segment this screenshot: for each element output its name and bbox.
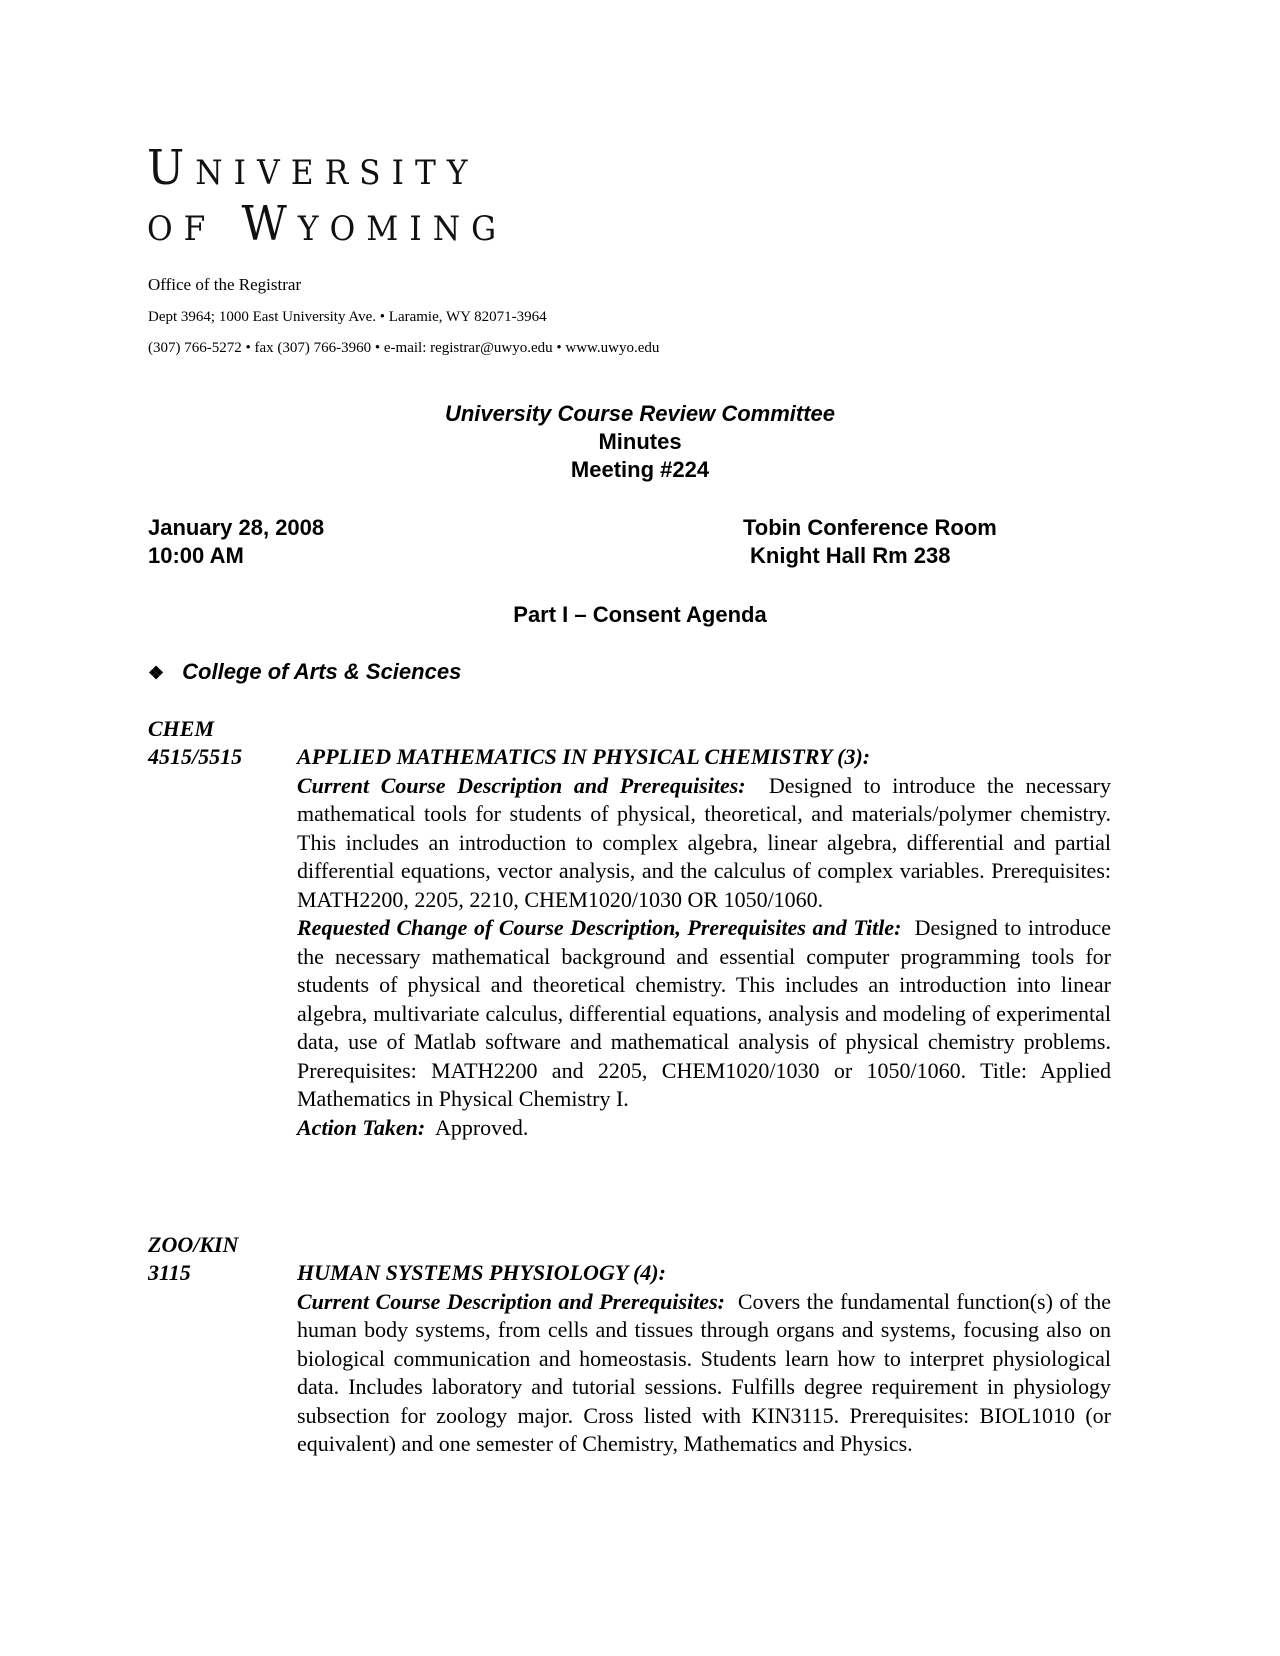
meeting-number: Meeting #224 [570,457,710,482]
course-dept: ZOO/KIN [148,1232,239,1257]
action-text: Approved. [434,1114,529,1140]
document-heading [0,400,1280,484]
meeting-room: Tobin Conference Room [743,515,997,540]
current-description [297,1288,1111,1459]
requested-change [297,914,1111,1114]
college-heading [148,658,461,687]
course-code [148,715,242,771]
course-dept: CHEM [148,716,215,741]
course-title: APPLIED MATHEMATICS IN PHYSICAL CHEMISTRY (3): [297,744,871,769]
logo-line-1: University [147,140,479,196]
current-label: Current Course Description and Prerequisites: [297,1288,725,1314]
meeting-location [743,514,997,570]
logo-line-2: of Wyoming [147,196,508,252]
part-title: Part I – Consent Agenda [513,602,767,627]
requested-label: Requested Change of Course Description, Prerequisites and Title: [297,915,902,940]
doc-type: Minutes [598,429,682,454]
meeting-date: January 28, 2008 [148,515,325,540]
course-code [148,1231,238,1287]
committee-title: University Course Review Committee [444,401,836,426]
current-text: Covers the fundamental function(s) of the human body systems, from cells and tissues through organs and systems, focusing also on biological communication and homeostasis. Students learn how to interpret physiological data. Includes laboratory and tutorial sessions. Fulfills degree requirement in physiology subsection for zoology major. Cross listed with KIN3115. Prerequisites: BIOL1010 (or equivalent) and one semester of Chemistry, Mathematics and Physics. [297,1288,1112,1456]
course-entry [297,1259,1111,1459]
office-contact: (307) 766-5272 • fax (307) 766-3960 • e-mail: registrar@uwyo.edu • www.uwyo.edu [148,340,660,356]
course-number: 3115 [148,1260,191,1285]
current-label: Current Course Description and Prerequisites: [297,772,746,798]
meeting-time: 10:00 AM [148,543,244,568]
current-text: Designed to introduce the necessary mathematical tools for students of physical, theoretical, and materials/polymer chemistry. This includes an introduction to complex algebra, linear algebra, differential and partial differential equations, vector analysis, and the calculus of complex variables. Prerequisites: MATH2200, 2205, 2210, CHEM1020/1030 OR 1050/1060. [297,772,1112,912]
requested-text: Designed to introduce the necessary mathematical background and essential computer programming tools for students of physical and theoretical chemistry. This includes an introduction into linear algebra, multivariate calculus, differential equations, analysis and modeling of experimental data, use of Matlab software and mathematical analysis of physical chemistry problems. Prerequisites: MATH2200 and 2205, CHEM1020/1030 or 1050/1060. Title: Applied Mathematics in Physical Chemistry I. [297,915,1111,1111]
course-entry [297,743,1111,1142]
office-address: Dept 3964; 1000 East University Ave. • Laramie, WY 82071-3964 [148,309,547,325]
university-logo [147,140,539,252]
diamond-bullet-icon: ❖ [148,663,165,683]
current-description [297,772,1111,915]
college-name: College of Arts & Sciences [182,659,462,684]
action-label: Action Taken: [297,1114,426,1140]
meeting-datetime [148,514,324,570]
course-title: HUMAN SYSTEMS PHYSIOLOGY (4): [297,1260,666,1285]
course-number: 4515/5515 [148,744,243,769]
action-taken [297,1114,1111,1143]
office-name: Office of the Registrar [148,275,302,294]
meeting-building: Knight Hall Rm 238 [750,543,951,568]
